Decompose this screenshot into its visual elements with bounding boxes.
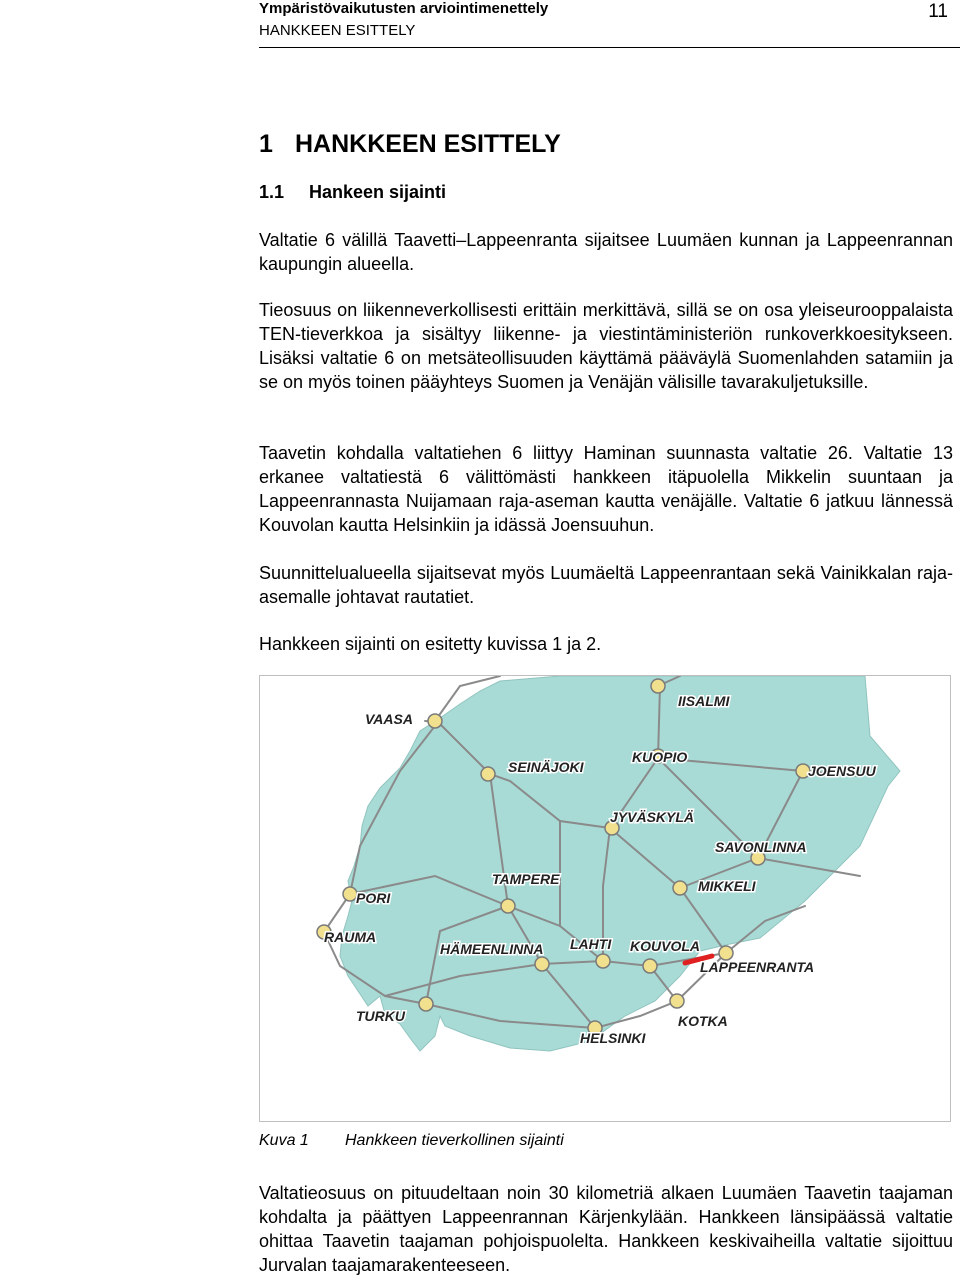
city-label-rauma: RAUMA bbox=[324, 929, 377, 945]
city-label-kotka: KOTKA bbox=[678, 1013, 728, 1029]
city-label-mikkeli: MIKKELI bbox=[698, 878, 756, 894]
city-marker-kouvola bbox=[643, 959, 657, 973]
city-marker-hämeenlinna bbox=[535, 957, 549, 971]
figure-number: Kuva 1 bbox=[259, 1132, 309, 1149]
map-land bbox=[340, 676, 900, 1051]
subsection-title: Hankeen sijainti bbox=[309, 182, 447, 202]
city-label-vaasa: VAASA bbox=[365, 711, 413, 727]
header-title: Ympäristövaikutusten arviointimenettely bbox=[259, 0, 549, 17]
city-label-jyväskylä: JYVÄSKYLÄ bbox=[610, 809, 695, 825]
location-map bbox=[259, 675, 951, 1122]
map-graphic bbox=[260, 676, 950, 1121]
city-marker-lappeenranta bbox=[719, 946, 733, 960]
header-subtitle: HANKKEEN ESITTELY bbox=[259, 22, 416, 39]
city-label-iisalmi: IISALMI bbox=[678, 693, 730, 709]
section-title: HANKKEEN ESITTELY bbox=[295, 130, 561, 158]
paragraph-figure-ref: Hankkeen sijainti on esitetty kuvissa 1 ja 2. bbox=[259, 634, 602, 654]
subsection-heading bbox=[259, 182, 446, 203]
city-label-seinäjoki: SEINÄJOKI bbox=[508, 759, 584, 775]
page-number: 11 bbox=[928, 1, 948, 22]
city-label-kouvola: KOUVOLA bbox=[630, 938, 700, 954]
section-number: 1 bbox=[259, 130, 273, 158]
figure-caption bbox=[259, 1132, 564, 1150]
city-label-kuopio: KUOPIO bbox=[632, 749, 688, 765]
city-label-lappeenranta: LAPPEENRANTA bbox=[700, 959, 815, 975]
city-marker-mikkeli bbox=[673, 881, 687, 895]
city-marker-turku bbox=[419, 997, 433, 1011]
city-marker-tampere bbox=[501, 899, 515, 913]
paragraph-significance: Tieosuus on liikenneverkollisesti erittäin merkittävä, sillä se on osa yleiseurooppalaista TEN-tieverkkoa ja sisältyy liikenne- ja viestintäministeriön runkoverkkoesitykseen. Lisäksi valtatie 6 on metsäteollisuuden käyttämä pääväylä Suomenlahden satamiin ja se on myös toinen pääyhteys Suomen ja Venäjän välisille tavarakuljetuksille. bbox=[259, 300, 953, 392]
city-label-savonlinna: SAVONLINNA bbox=[715, 839, 807, 855]
paragraph-length: Valtatieosuus on pituudeltaan noin 30 kilometriä alkaen Luumäen Taavetin taajaman kohdalta ja päättyen Lappeenrannan Kärjenkylään. Hankkeen länsipäässä valtatie ohittaa Taavetin taajaman pohjoispuolelta. Hankkeen keskivaiheilla valtatie sijoittuu Jurvalan taajamarakenteeseen. bbox=[259, 1183, 953, 1275]
figure-caption-text: Hankkeen tieverkollinen sijainti bbox=[345, 1132, 564, 1149]
city-label-pori: PORI bbox=[356, 890, 391, 906]
city-marker-seinäjoki bbox=[481, 767, 495, 781]
city-marker-lahti bbox=[596, 954, 610, 968]
city-marker-vaasa bbox=[428, 714, 442, 728]
subsection-number: 1.1 bbox=[259, 182, 285, 202]
paragraph-location: Valtatie 6 välillä Taavetti–Lappeenranta sijaitsee Luumäen kunnan ja Lappeenrannan kaupungin alueella. bbox=[259, 230, 953, 274]
paragraph-railways: Suunnittelualueella sijaitsevat myös Luumäeltä Lappeenrantaan sekä Vainikkalan raja-asemalle johtavat rautatiet. bbox=[259, 563, 953, 607]
city-label-lahti: LAHTI bbox=[570, 936, 612, 952]
city-label-helsinki: HELSINKI bbox=[580, 1030, 646, 1046]
section-heading bbox=[259, 130, 561, 159]
city-marker-kotka bbox=[670, 994, 684, 1008]
header-rule bbox=[259, 47, 960, 48]
city-label-turku: TURKU bbox=[356, 1008, 405, 1024]
city-label-hämeenlinna: HÄMEENLINNA bbox=[440, 941, 544, 957]
city-label-joensuu: JOENSUU bbox=[808, 763, 876, 779]
city-marker-iisalmi bbox=[651, 679, 665, 693]
city-label-tampere: TAMPERE bbox=[492, 871, 560, 887]
paragraph-connections: Taavetin kohdalla valtatiehen 6 liittyy Haminan suunnasta valtatie 26. Valtatie 13 erkanee valtatiestä 6 välittömästi hankkeen itäpuolella Mikkelin suuntaan ja Lappeenrannasta Nuijamaan raja-aseman kautta venäjälle. Valtatie 6 jatkuu lännessä Kouvolan kautta Helsinkiin ja idässä Joensuuhun. bbox=[259, 443, 953, 535]
city-marker-pori bbox=[343, 887, 357, 901]
